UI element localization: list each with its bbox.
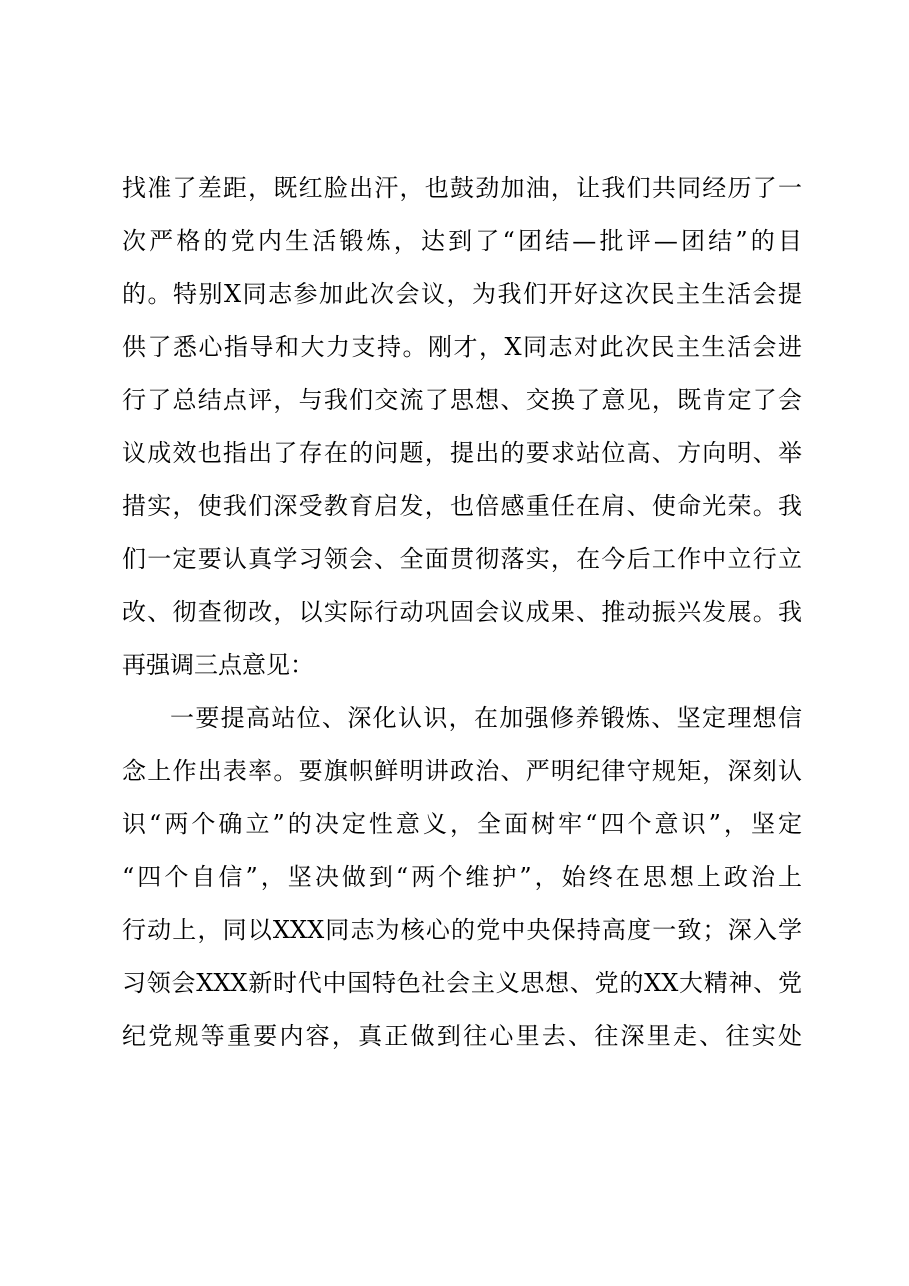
text-line: 议成效也指出了存在的问题，提出的要求站位高、方向明、举 — [122, 439, 802, 467]
text-line: 改、彻查彻改，以实际行动巩固会议成果、推动振兴发展。我 — [122, 598, 802, 626]
text-line: “四个自信”，坚决做到“两个维护”，始终在思想上政治上 — [122, 863, 802, 891]
text-line: 行动上，同以XXX同志为核心的党中央保持高度一致；深入学 — [122, 916, 802, 944]
text-line: 措实，使我们深受教育启发，也倍感重任在肩、使命光荣。我 — [122, 492, 802, 520]
text-line: 们一定要认真学习领会、全面贯彻落实，在今后工作中立行立 — [122, 545, 802, 573]
text-line: 行了总结点评，与我们交流了思想、交换了意见，既肯定了会 — [122, 386, 802, 414]
text-line: 识“两个确立”的决定性意义，全面树牢“四个意识”，坚定 — [122, 810, 802, 838]
text-line: 纪党规等重要内容，真正做到往心里去、往深里走、往实处 — [122, 1022, 802, 1050]
text-line: 的。特别X同志参加此次会议，为我们开好这次民主生活会提 — [122, 280, 802, 308]
text-line: 次严格的党内生活锻炼，达到了“团结—批评—团结”的目 — [122, 227, 802, 255]
body-text — [122, 162, 802, 1063]
text-line: 供了悉心指导和大力支持。刚才，X同志对此次民主生活会进 — [122, 333, 802, 361]
text-line: 再强调三点意见： — [122, 651, 314, 679]
text-line: 找准了差距，既红脸出汗，也鼓劲加油，让我们共同经历了一 — [122, 174, 802, 202]
text-line: 习领会XXX新时代中国特色社会主义思想、党的XX大精神、党 — [122, 969, 802, 997]
paragraph-first-line: 一要提高站位、深化认识，在加强修养锻炼、坚定理想信 — [170, 704, 802, 732]
text-line: 念上作出表率。要旗帜鲜明讲政治、严明纪律守规矩，深刻认 — [122, 757, 802, 785]
